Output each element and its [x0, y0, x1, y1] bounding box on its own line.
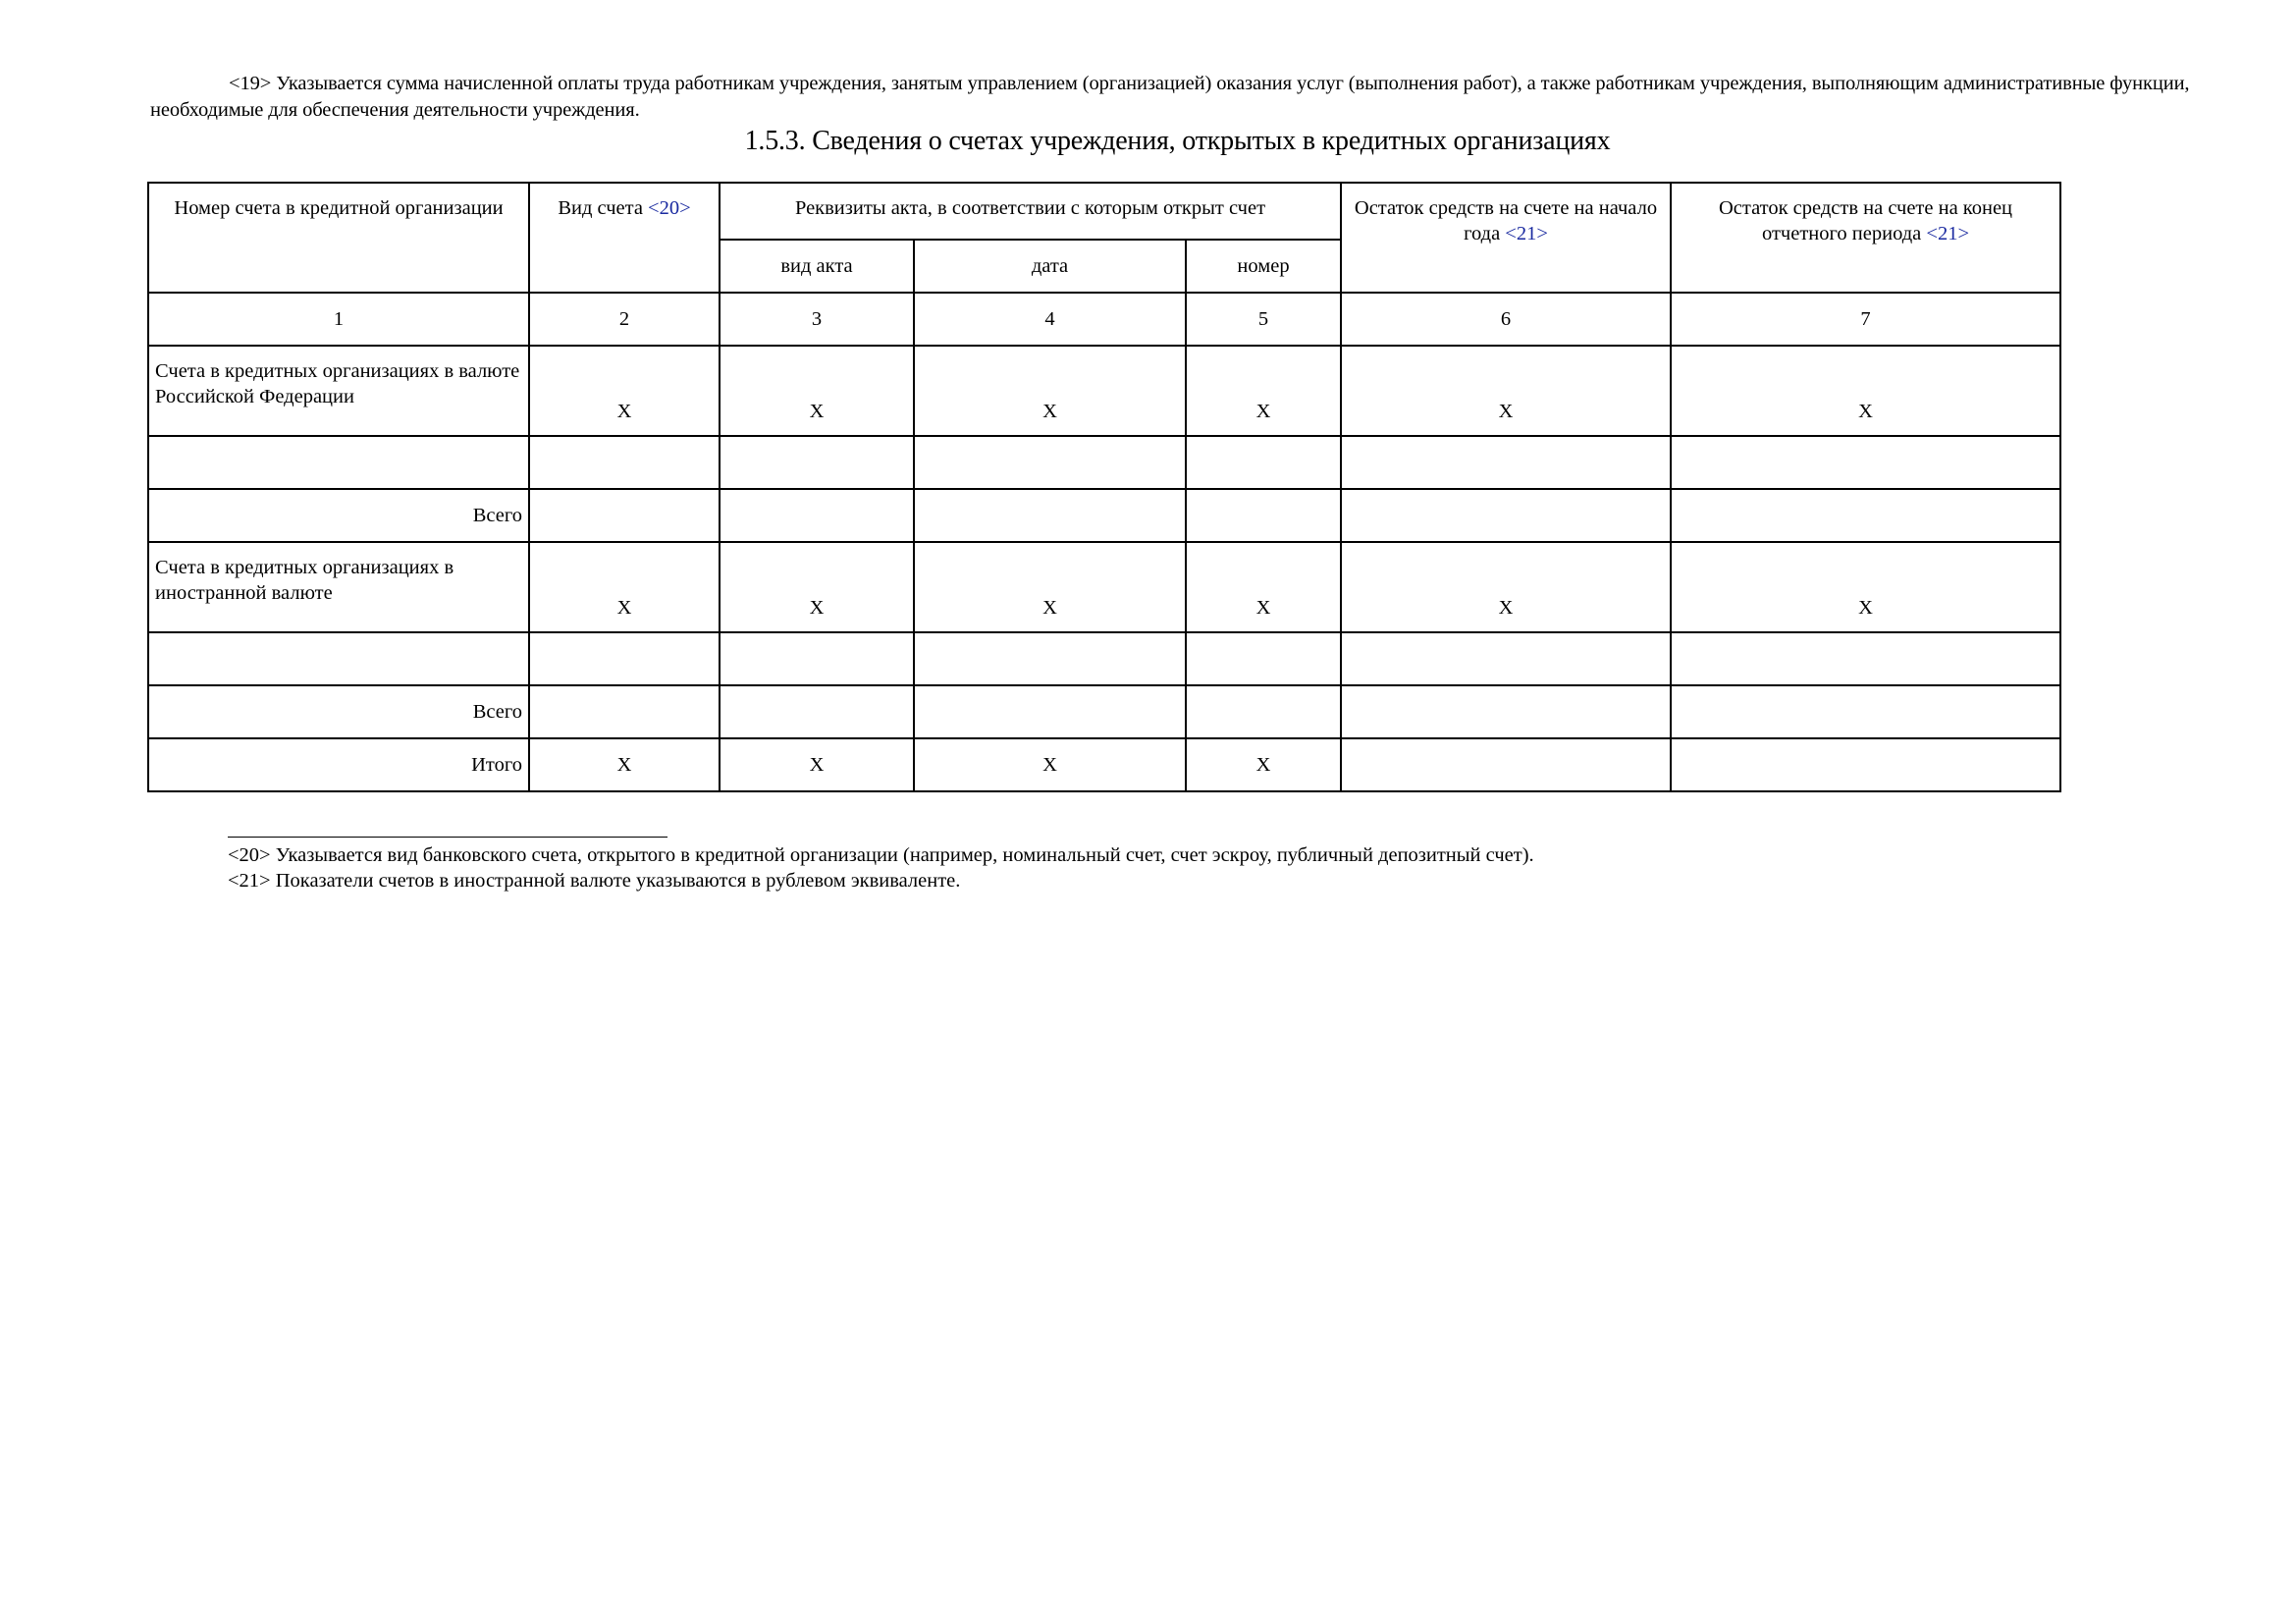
empty-cell[interactable] — [1186, 632, 1341, 685]
rub-total-label: Всего — [148, 489, 529, 542]
col-number-6: 6 — [1341, 293, 1671, 346]
empty-cell[interactable] — [1341, 436, 1671, 489]
col-number-2: 2 — [529, 293, 720, 346]
x-mark: X — [720, 738, 914, 791]
footnote-19-text: <19> Указывается сумма начисленной оплаты труда работникам учреждения, занятым управлением (организацией) оказания услуг (выполнения работ), а также работникам учреждения, выполняющим административные функции, необходимые для обеспечения деятельности учреждения. — [150, 73, 2190, 121]
header-account-number: Номер счета в кредитной организации — [148, 183, 529, 293]
empty-cell[interactable] — [720, 632, 914, 685]
empty-cell[interactable] — [720, 489, 914, 542]
empty-cell[interactable] — [1671, 632, 2060, 685]
footnote-19 — [150, 71, 2261, 124]
grand-total-row — [148, 738, 2060, 791]
x-mark: X — [914, 542, 1186, 632]
header-act-details: Реквизиты акта, в соответствии с которым открыт счет — [720, 183, 1341, 240]
footnote-21: <21> Показатели счетов в иностранной валюте указываются в рублевом эквиваленте. — [228, 870, 961, 892]
empty-cell[interactable] — [148, 436, 529, 489]
header-account-type-label: Вид счета — [558, 197, 643, 219]
x-mark: X — [1341, 346, 1671, 436]
empty-cell[interactable] — [1671, 489, 2060, 542]
footnote-20: <20> Указывается вид банковского счета, открытого в кредитной организации (например, номинальный счет, счет эскроу, публичный депозитный счет). — [228, 844, 1534, 866]
empty-cell[interactable] — [1341, 489, 1671, 542]
column-numbers-row — [148, 293, 2060, 346]
header-account-type — [529, 183, 720, 293]
empty-cell[interactable] — [914, 489, 1186, 542]
empty-cell[interactable] — [148, 632, 529, 685]
x-mark: X — [914, 738, 1186, 791]
x-mark: X — [1186, 346, 1341, 436]
fx-account-entry-row — [148, 632, 2060, 685]
empty-cell[interactable] — [1671, 436, 2060, 489]
empty-cell[interactable] — [914, 632, 1186, 685]
empty-cell[interactable] — [1341, 738, 1671, 791]
header-act-number: номер — [1186, 240, 1341, 293]
empty-cell[interactable] — [914, 436, 1186, 489]
footnotes — [228, 842, 2191, 893]
empty-cell[interactable] — [1341, 632, 1671, 685]
grand-total-label: Итого — [148, 738, 529, 791]
fx-total-label: Всего — [148, 685, 529, 738]
x-mark: X — [720, 542, 914, 632]
x-mark: X — [529, 542, 720, 632]
x-mark: X — [529, 346, 720, 436]
rub-accounts-label: Счета в кредитных организациях в валюте Российской Федерации — [148, 346, 529, 436]
header-balance-start — [1341, 183, 1671, 293]
empty-cell[interactable] — [720, 685, 914, 738]
fx-total-row — [148, 685, 2060, 738]
empty-cell[interactable] — [529, 632, 720, 685]
col-number-3: 3 — [720, 293, 914, 346]
accounts-table — [147, 182, 2061, 792]
x-mark: X — [1186, 738, 1341, 791]
header-balance-end — [1671, 183, 2060, 293]
empty-cell[interactable] — [1671, 738, 2060, 791]
rub-account-entry-row — [148, 436, 2060, 489]
section-title: 1.5.3. Сведения о счетах учреждения, открытых в кредитных организациях — [744, 126, 1611, 156]
col-number-4: 4 — [914, 293, 1186, 346]
rub-total-row — [148, 489, 2060, 542]
x-mark: X — [1186, 542, 1341, 632]
col-number-1: 1 — [148, 293, 529, 346]
footnote-ref-21-end[interactable]: <21> — [1926, 223, 1970, 244]
empty-cell[interactable] — [1186, 436, 1341, 489]
x-mark: X — [914, 346, 1186, 436]
empty-cell[interactable] — [529, 436, 720, 489]
footnote-ref-21-start[interactable]: <21> — [1505, 223, 1548, 244]
rub-accounts-row — [148, 346, 2060, 436]
col-number-7: 7 — [1671, 293, 2060, 346]
col-number-5: 5 — [1186, 293, 1341, 346]
empty-cell[interactable] — [529, 685, 720, 738]
x-mark: X — [1341, 542, 1671, 632]
empty-cell[interactable] — [529, 489, 720, 542]
fx-accounts-label: Счета в кредитных организациях в иностранной валюте — [148, 542, 529, 632]
header-balance-end-label: Остаток средств на счете на конец отчетного периода — [1718, 197, 2013, 244]
empty-cell[interactable] — [1186, 685, 1341, 738]
x-mark: X — [1671, 346, 2060, 436]
x-mark: X — [529, 738, 720, 791]
header-balance-start-label: Остаток средств на счете на начало года — [1354, 197, 1658, 244]
empty-cell[interactable] — [1186, 489, 1341, 542]
empty-cell[interactable] — [720, 436, 914, 489]
empty-cell[interactable] — [1341, 685, 1671, 738]
footnote-separator — [228, 837, 667, 838]
header-act-date: дата — [914, 240, 1186, 293]
header-act-type: вид акта — [720, 240, 914, 293]
empty-cell[interactable] — [1671, 685, 2060, 738]
x-mark: X — [1671, 542, 2060, 632]
empty-cell[interactable] — [914, 685, 1186, 738]
fx-accounts-row — [148, 542, 2060, 632]
footnote-ref-20[interactable]: <20> — [648, 197, 691, 219]
x-mark: X — [720, 346, 914, 436]
